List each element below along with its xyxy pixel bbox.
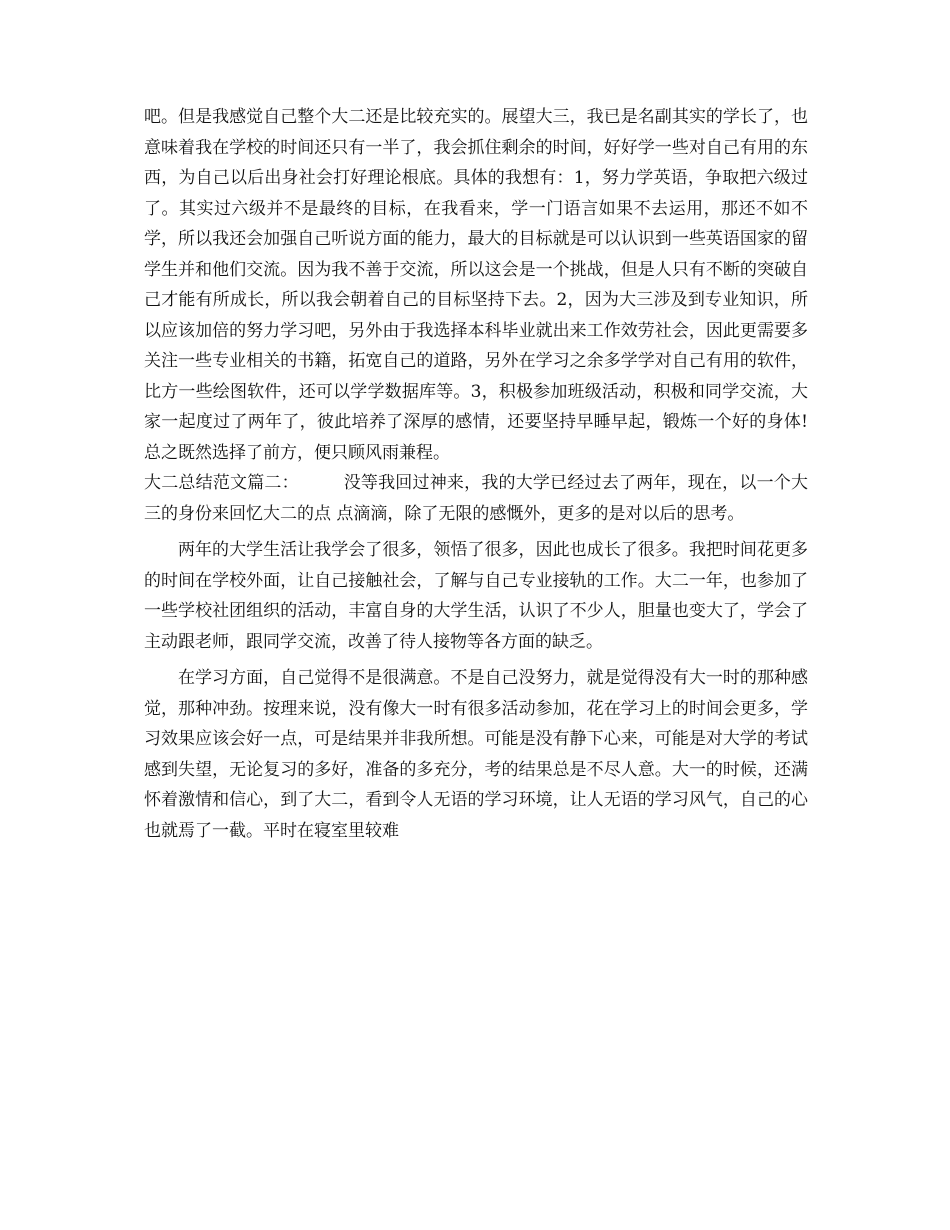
paragraph-article-two-intro: 大二总结范文篇二： 没等我回过神来，我的大学已经过去了两年，现在，以一个大三的身份来回忆大二的点 点滴滴，除了无限的感慨外，更多的是对以后的思考。 [144, 473, 808, 524]
paragraph-study: 在学习方面，自己觉得不是很满意。不是自己没努力，就是觉得没有大一时的那种感觉，那种冲劲。按理来说，没有像大一时有很多活动参加，花在学习上的时间会更多，学习效果应该会好一点，可是结果并非我所想。可能是没有静下心来，可能是对大学的考试感到失望，无论复习的多好，准备的多充分，考的结果总是不尽人意。大一的时候，还满怀着激情和信心，到了大二，看到令人无语的学习环境，让人无语的学习风气，自己的心也就焉了一截。平时在寝室里较难 [144, 668, 808, 841]
paragraph-continuation: 吧。但是我感觉自己整个大二还是比较充实的。展望大三，我已是名副其实的学长了，也意味着我在学校的时间还只有一半了，我会抓住剩余的时间，好好学一些对自己有用的东西，为自己以后出身社会打好理论根底。具体的我想有：1，努力学英语，争取把六级过了。其实过六级并不是最终的目标，在我看来，学一门语言如果不去运用，那还不如不学，所以我还会加强自己听说方面的能力，最大的目标就是可以认识到一些英语国家的留学生并和他们交流。因为我不善于交流，所以这会是一个挑战，但是人只有不断的突破自己才能有所成长，所以我会朝着自己的目标坚持下去。2，因为大三涉及到专业知识，所以应该加倍的努力学习吧，另外由于我选择本科毕业就出来工作效劳社会，因此更需要多关注一些专业相关的书籍，拓宽自己的道路，另外在学习之余多学学对自己有用的软件，比方一些绘图软件，还可以学学数据库等。3，积极参加班级活动，积极和同学交流，大家一起度过了两年了，彼此培养了深厚的感情，还要坚持早睡早起，锻炼一个好的身体!总之既然选择了前方，便只顾风雨兼程。 [144, 107, 808, 463]
document-body [144, 102, 808, 846]
paragraph-two-years: 两年的大学生活让我学会了很多，领悟了很多，因此也成长了很多。我把时间花更多的时间在学校外面，让自己接触社会，了解与自己专业接轨的工作。大二一年，也参加了一些学校社团组织的活动，丰富自身的大学生活，认识了不少人，胆量也变大了，学会了主动跟老师，跟同学交流，改善了待人接物等各方面的缺乏。 [144, 540, 808, 652]
